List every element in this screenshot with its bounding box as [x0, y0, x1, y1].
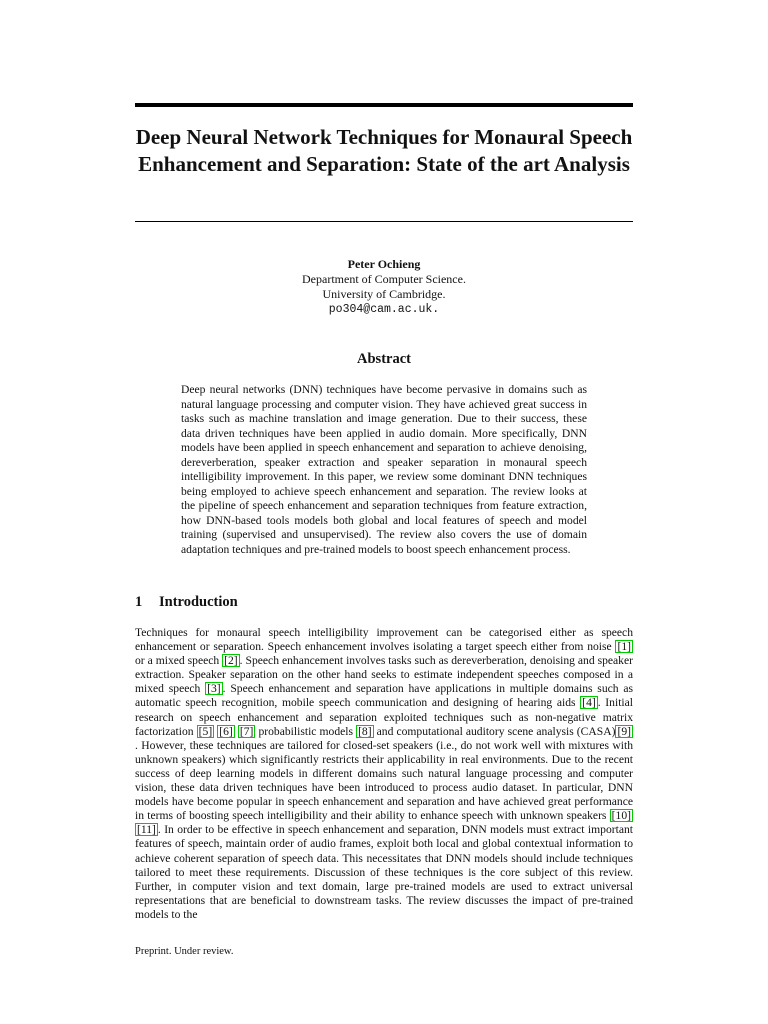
citation-link[interactable]: [5] [198, 724, 213, 738]
intro-text-run: . Speech enhancement and separation have applications in multiple domains such as automatic speech recognition, mobile speech communication and designing of hearing aids [135, 682, 633, 710]
intro-text-run: probabilistic models [255, 724, 357, 738]
introduction-text [135, 626, 633, 922]
citation-link[interactable]: [11] [137, 823, 156, 837]
section-number: 1 [135, 594, 143, 610]
citation-link[interactable]: [9] [617, 724, 631, 738]
author-department: Department of Computer Science. [302, 272, 466, 286]
intro-text-run: . However, these techniques are tailored for closed-set speakers (i.e., do not work well with mixtures with unknown speakers) which significantly restricts their applicability in real environments. Due to the recent success of deep learning models in different domains such natural language processing and computer vision, these data driven techniques have been introduced to process audio dataset. In particular, DNN models have become popular in speech enhancement and separation and have achieved great performance in terms of boosting speech intelligibility and their ability to enhance speech with unknown speakers [135, 738, 633, 823]
citation-link[interactable]: [2] [224, 654, 238, 668]
section-heading [135, 594, 238, 611]
citation-link[interactable]: [4] [582, 696, 596, 710]
author-block [135, 257, 633, 317]
abstract-text: Deep neural networks (DNN) techniques have become pervasive in domains such as natural language processing and computer vision. They have achieved great success in tasks such as machine translation and image generation. Due to their success, these data driven techniques have been applied in audio domain. More specifically, DNN models have been applied in speech enhancement and separation to achieve denoising, dereverberation, speaker extraction and speaker separation in monaural speech intelligibility improvement. In this paper, we review some dominant DNN techniques being employed to achieve speech enhancement and separation. The review looks at the pipeline of speech enhancement and separation techniques from feature extraction, how DNN-based tools models both global and local features of speech and model training (supervised and unsupervised). The review also covers the use of domain adaptation techniques and pre-trained models to boost speech enhancement process. [181, 383, 587, 556]
citation-link[interactable]: [6] [219, 724, 233, 738]
intro-text-run: . Speech enhancement involves tasks such as dereverberation, denoising and speaker extraction. Speaker separation on the other hand seeks to estimate independent speeches composed in a mixed speech [135, 654, 633, 696]
citation-link[interactable]: [8] [358, 724, 372, 738]
intro-text-run: . Initial research on speech enhancement and separation exploited techniques such as non-negative matrix factorization [135, 696, 633, 738]
citation-link[interactable]: [3] [207, 682, 221, 696]
section-title: Introduction [159, 594, 238, 610]
author-name: Peter Ochieng [347, 257, 421, 271]
citation-link[interactable]: [7] [239, 724, 254, 738]
intro-text-run: . In order to be effective in speech enhancement and separation, DNN models must extract important features of speech, maintain order of audio frames, exploit both local and global contextual information to achieve coherent separation of speech data. This necessitates that DNN models should include techniques tailored to meet these requirements. Discussion of these techniques is the core subject of this review. Further, in computer vision and text domain, large pre-trained models are used to extract universal representations that are beneficial to downstream tasks. The review discusses the impact of pre-trained models to the [135, 823, 633, 921]
abstract-heading: Abstract [357, 351, 411, 367]
preprint-footer: Preprint. Under review. [135, 946, 234, 957]
title-bottom-rule [135, 221, 633, 222]
intro-text-run: and computational auditory scene analysis (CASA) [373, 724, 616, 738]
paper-title: Deep Neural Network Techniques for Monaural Speech Enhancement and Separation: State of the art Analysis [135, 125, 633, 176]
intro-text-run: or a mixed speech [135, 654, 223, 668]
author-university: University of Cambridge. [322, 287, 446, 301]
author-email[interactable]: po304@cam.ac.uk. [328, 303, 440, 316]
intro-text-run: Techniques for monaural speech intelligibility improvement can be categorised either as speech enhancement or separation. Speech enhancement involves isolating a target speech either from noise [135, 626, 633, 654]
title-top-rule [135, 103, 633, 107]
citation-link[interactable]: [10] [611, 809, 631, 823]
citation-link[interactable]: [1] [617, 640, 631, 654]
